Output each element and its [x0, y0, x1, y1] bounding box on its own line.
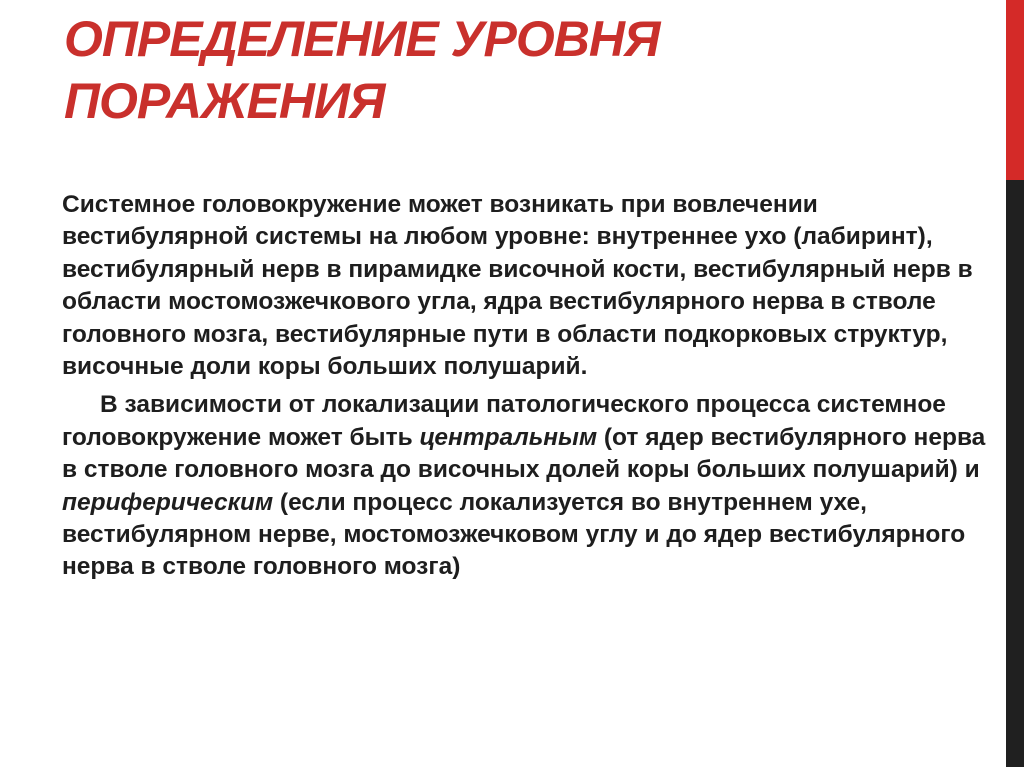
slide-title — [64, 8, 984, 132]
title-line-2: ПОРАЖЕНИЯ — [64, 73, 385, 129]
slide-body — [62, 189, 992, 584]
paragraph-1: Системное головокружение может возникать при вовлечении вестибулярной системы на любом уровне: внутреннее ухо (лабиринт), вестибулярный нерв в пирамидке височной кости, вестибулярный нерв в области мостомозжечкового угла, ядра вестибулярного нерва в стволе головного мозга, вестибулярные пути в области подкорковых структур, височные доли коры больших полушарий. — [62, 191, 973, 381]
accent-bar-top — [1006, 0, 1024, 180]
accent-bar-bottom — [1006, 180, 1024, 767]
paragraph-2-part-3: (если процесс локализуется во внутреннем ухе, вестибулярном нерве, мостомозжечковом углу и до ядер вестибулярного нерва в стволе головного мозга) — [62, 488, 966, 581]
paragraph-2 — [62, 389, 992, 583]
term-central: центральным — [419, 423, 598, 451]
title-line-1: ОПРЕДЕЛЕНИЕ УРОВНЯ — [64, 11, 660, 67]
term-peripheral: периферическим — [62, 488, 274, 516]
paragraph-2-part-2: (от ядер вестибулярного нерва в стволе головного мозга до височных долей коры больших полушарий) и — [62, 423, 986, 484]
paragraph-2-part-1: В зависимости от локализации патологического процесса системное головокружение может быть — [62, 391, 946, 451]
